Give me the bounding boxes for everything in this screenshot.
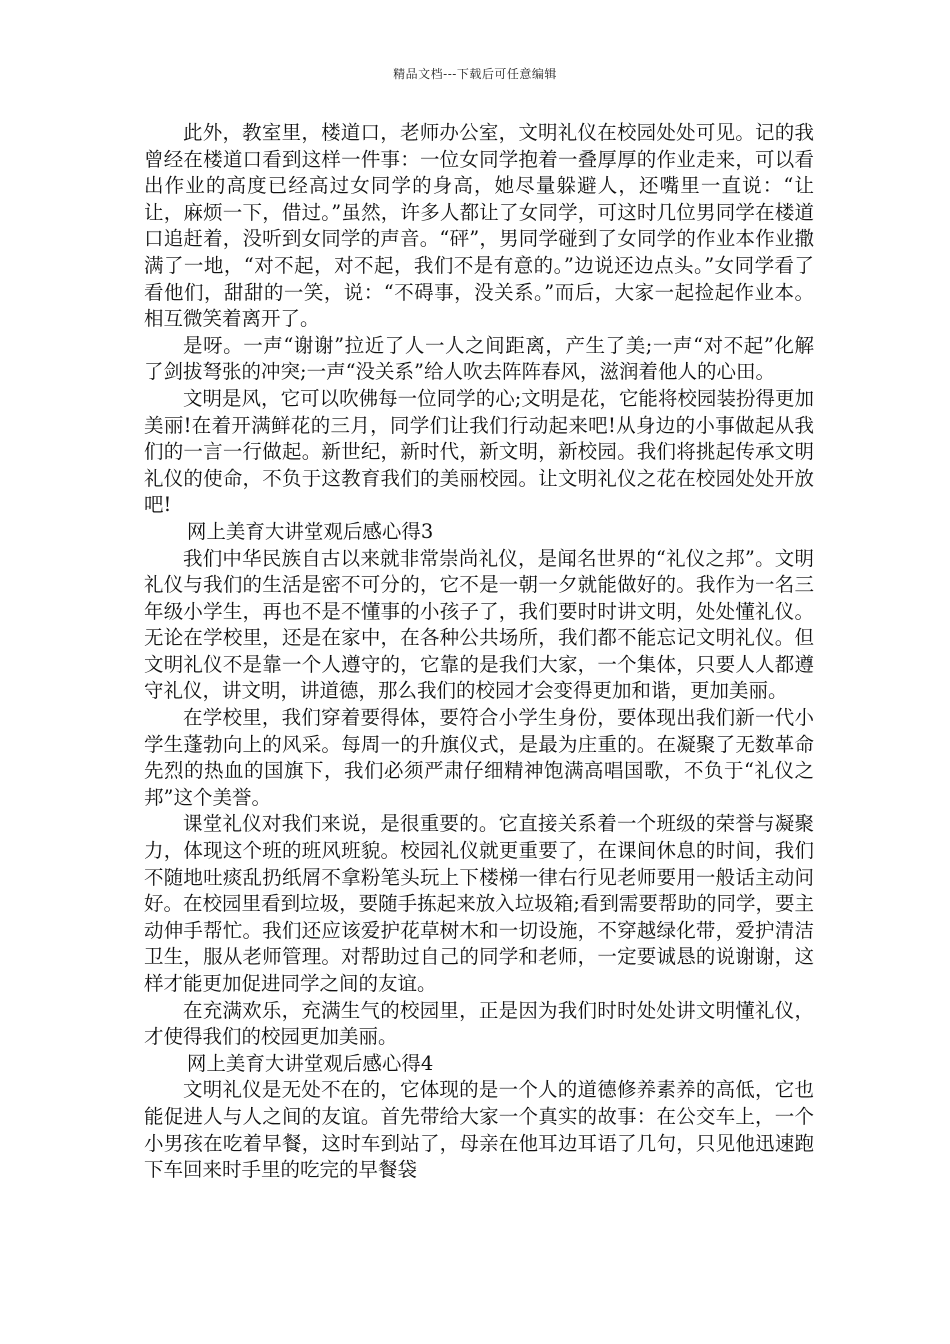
paragraph: 课堂礼仪对我们来说，是很重要的。它直接关系着一个班级的荣誉与凝聚力，体现这个班的班风班貌。校园礼仪就更重要了，在课间休息的时间，我们不随地吐痰乱扔纸屑不拿粉笔头玩上下楼梯一律右行见老师要用一般话主动问好。在校园里看到垃圾，要随手拣起来放入垃圾箱;看到需要帮助的同学，要主动伸手帮忙。我们还应该爱护花草树木和一切设施，不穿越绿化带，爱护清洁卫生，服从老师管理。对帮助过自己的同学和老师，一定要诚恳的说谢谢，这样才能更加促进同学之间的友谊。: [144, 812, 814, 995]
page-header: 精品文档---下载后可任意编辑: [393, 67, 557, 81]
document-body: [144, 120, 814, 1184]
section-heading: 网上美育大讲堂观后感心得4: [186, 1051, 434, 1075]
section-heading: 网上美育大讲堂观后感心得3: [186, 519, 434, 543]
paragraph: 我们中华民族自古以来就非常崇尚礼仪，是闻名世界的“礼仪之邦”。文明礼仪与我们的生活是密不可分的，它不是一朝一夕就能做好的。我作为一名三年级小学生，再也不是不懂事的小孩子了，我们要时时讲文明，处处懂礼仪。无论在学校里，还是在家中，在各种公共场所，我们都不能忘记文明礼仪。但文明礼仪不是靠一个人遵守的，它靠的是我们大家，一个集体，只要人人都遵守礼仪，讲文明，讲道德，那么我们的校园才会变得更加和谐，更加美丽。: [144, 546, 814, 703]
paragraph: 文明是风，它可以吹佛每一位同学的心;文明是花，它能将校园装扮得更加美丽!在着开满鲜花的三月，同学们让我们行动起来吧!从身边的小事做起从我们的一言一行做起。新世纪，新时代，新文明，新校园。我们将挑起传承文明礼仪的使命，不负于这教育我们的美丽校园。让文明礼仪之花在校园处处开放吧!: [144, 386, 814, 517]
paragraph: 在学校里，我们穿着要得体，要符合小学生身份，要体现出我们新一代小学生蓬勃向上的风采。每周一的升旗仪式，是最为庄重的。在凝聚了无数革命先烈的热血的国旗下，我们必须严肃仔细精神饱满高唱国歌，不负于“礼仪之邦”这个美誉。: [144, 706, 814, 809]
paragraph: 是呀。一声“谢谢”拉近了人一人之间距离，产生了美;一声“对不起”化解了剑拔弩张的冲突;一声“没关系”给人吹去阵阵春风，滋润着他人的心田。: [144, 333, 814, 384]
paragraph: 在充满欢乐，充满生气的校园里，正是因为我们时时处处讲文明懂礼仪，才使得我们的校园更加美丽。: [144, 998, 814, 1049]
paragraph: 文明礼仪是无处不在的，它体现的是一个人的道德修养素养的高低，它也能促进人与人之间的友谊。首先带给大家一个真实的故事：在公交车上，一个小男孩在吃着早餐，这时车到站了，母亲在他耳边耳语了几句，只见他迅速跑下车回来时手里的吃完的早餐袋: [144, 1078, 814, 1182]
paragraph: 此外，教室里，楼道口，老师办公室，文明礼仪在校园处处可见。记的我曾经在楼道口看到这样一件事：一位女同学抱着一叠厚厚的作业走来，可以看出作业的高度已经高过女同学的身高，她尽量躲避人，还嘴里一直说：“让让，麻烦一下，借过。”虽然，许多人都让了女同学，可这时几位男同学在楼道口追赶着，没听到女同学的声音。“砰”，男同学碰到了女同学的作业本作业撒满了一地，“对不起，对不起，我们不是有意的。”边说还边点头。”女同学看了看他们，甜甜的一笑，说：“不碍事，没关系。”而后，大家一起捡起作业本。相互微笑着离开了。: [144, 121, 814, 331]
